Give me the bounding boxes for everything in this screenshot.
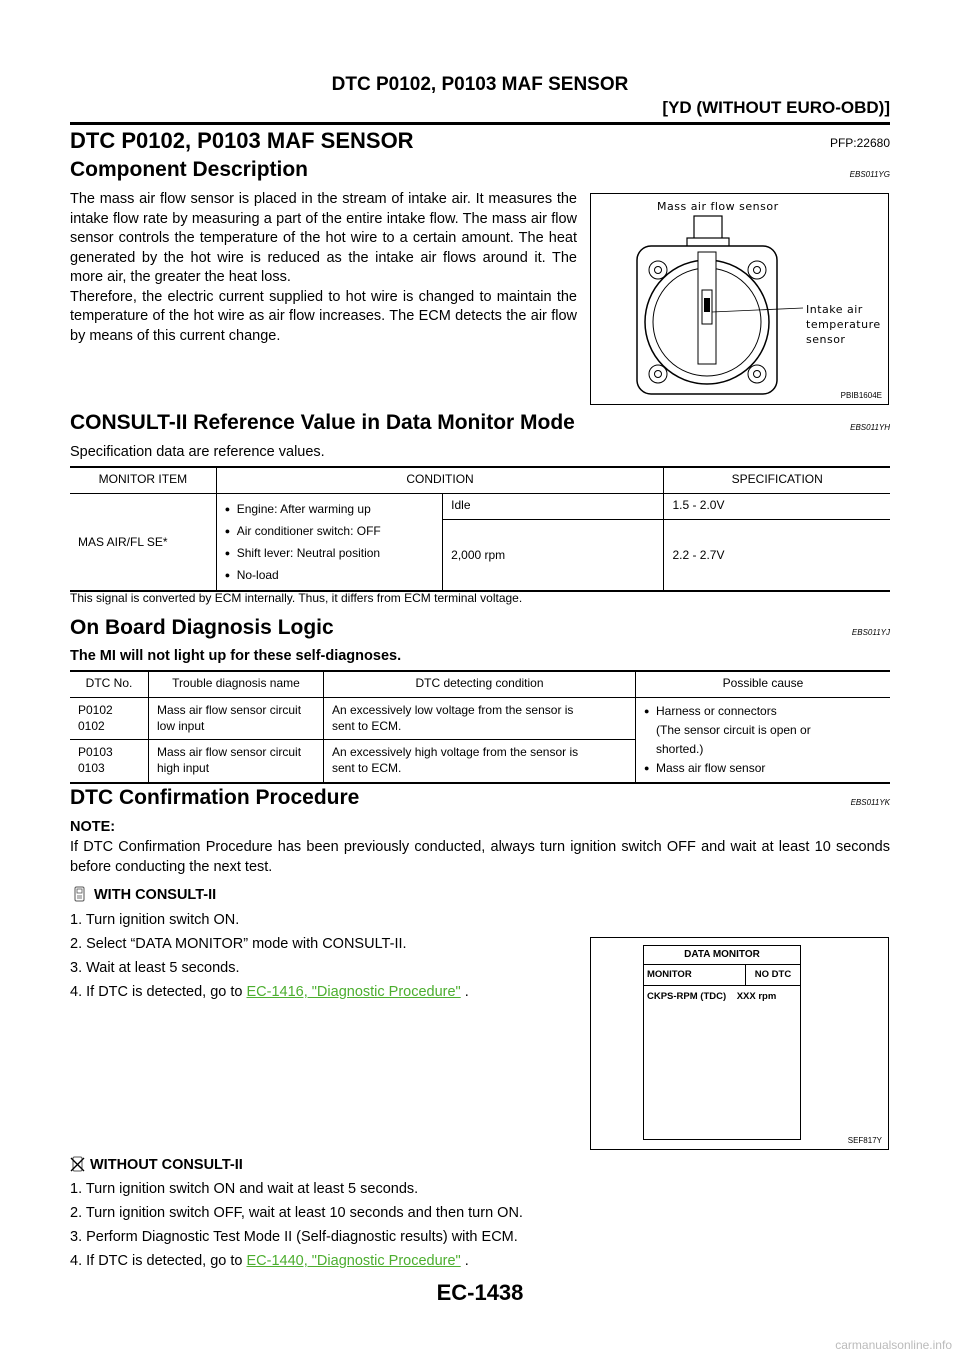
- cond-2000: 2,000 rpm: [443, 519, 664, 591]
- section-title: DTC P0102, P0103 MAF SENSOR: [70, 128, 414, 153]
- col-cond: DTC detecting condition: [324, 671, 636, 697]
- name-p0102-1: Mass air flow sensor circuit: [157, 702, 302, 717]
- component-heading: Component Description: [70, 158, 309, 181]
- cause-maf: ● Mass air flow sensor: [644, 759, 882, 778]
- obd-header-row: [70, 671, 890, 697]
- obd-table: [70, 670, 890, 784]
- dtc-p0103-code: P0103: [78, 744, 113, 759]
- with-consult-label: WITH CONSULT-II: [94, 887, 217, 903]
- component-text-2: Therefore, the electric current supplied to hot wire is changed to maintain the temperature of the hot wire as air flow increases. The ECM detects the air flow by means of this current change.: [70, 288, 577, 344]
- header-subtitle: [YD (WITHOUT EURO-OBD)]: [662, 98, 890, 117]
- spec-idle: 1.5 - 2.0V: [664, 493, 890, 519]
- obd-heading: On Board Diagnosis Logic: [70, 616, 334, 639]
- cond-p0103-1: An excessively high voltage from the sensor is: [332, 744, 579, 759]
- cond-idle: Idle: [443, 493, 664, 519]
- with-step-4-text: 4. If DTC is detected, go to: [70, 984, 247, 1000]
- confirm-code: EBS011YK: [850, 798, 890, 807]
- figure-label-iat-1: Intake air: [806, 303, 863, 316]
- monitor-figure-code: SEF817Y: [847, 1136, 882, 1145]
- dtc-p0103-alt: 0103: [78, 760, 105, 775]
- cond-p0102: [324, 697, 636, 739]
- consult-header-row: [70, 467, 890, 493]
- link-ec-1416[interactable]: EC-1416, "Diagnostic Procedure": [246, 984, 461, 1000]
- obd-note: The MI will not light up for these self-diagnoses.: [70, 648, 402, 664]
- figure-label-iat-2: temperature: [806, 318, 881, 331]
- with-consult-heading: [72, 886, 216, 906]
- with-step-3: 3. Wait at least 5 seconds.: [70, 960, 240, 976]
- col-cause: Possible cause: [722, 676, 804, 690]
- col-monitor-item: MONITOR ITEM: [70, 467, 216, 493]
- cond-p0102-1: An excessively low voltage from the sensor is: [332, 702, 574, 717]
- monitor-col-1: MONITOR: [644, 965, 746, 985]
- cause-harness: ● Harness or connectors: [644, 702, 882, 721]
- with-step-1: 1. Turn ignition switch ON.: [70, 912, 240, 928]
- without-step-4: [70, 1253, 469, 1269]
- consult-heading: CONSULT-II Reference Value in Data Monitor Mode: [70, 411, 575, 434]
- col-specification: SPECIFICATION: [731, 472, 823, 486]
- consult-note: This signal is converted by ECM internally. Thus, it differs from ECM terminal voltage.: [70, 591, 523, 605]
- with-step-4-end: .: [460, 984, 469, 1000]
- obd-code: EBS011YJ: [851, 628, 890, 637]
- monitor-header: [644, 965, 800, 986]
- name-p0103-2: high input: [157, 760, 210, 775]
- monitor-title: DATA MONITOR: [644, 946, 800, 965]
- name-p0103-1: Mass air flow sensor circuit: [157, 744, 302, 759]
- without-consult-label: WITHOUT CONSULT-II: [90, 1157, 243, 1173]
- col-condition: CONDITION: [216, 467, 664, 493]
- without-step-1: 1. Turn ignition switch ON and wait at least 5 seconds.: [70, 1181, 419, 1197]
- dtc-p0102-code: P0102: [78, 702, 113, 717]
- col-name: Trouble diagnosis name: [149, 671, 324, 697]
- without-step-4-text: 4. If DTC is detected, go to: [70, 1253, 247, 1269]
- dtc-p0102-alt: 0102: [78, 718, 105, 733]
- confirm-note: If DTC Confirmation Procedure has been previously conducted, always turn ignition switch OFF and wait at least 10 seconds before conducting the next test.: [70, 839, 890, 875]
- cause-harness-detail: (The sensor circuit is open or: [656, 722, 811, 737]
- cond-p0103: [324, 739, 636, 782]
- with-step-2: 2. Select “DATA MONITOR” mode with CONSULT-II.: [70, 936, 407, 952]
- cause-harness-detail-2: shorted.): [656, 741, 704, 756]
- component-text-1: The mass air flow sensor is placed in the stream of intake air. It measures the intake flow rate by measuring a part of the entire intake flow. The mass air flow sensor controls the temperature of the hot wire to a certain amount. The heat generated by the hot wire is reduced as the intake air flows around it. The more air, the greater the heat loss.: [70, 191, 577, 285]
- component-text: [70, 190, 577, 346]
- consult-table: [70, 466, 890, 592]
- part-number: PFP:22680: [829, 136, 890, 150]
- possible-causes: [636, 697, 891, 783]
- without-step-4-end: .: [460, 1253, 469, 1269]
- maf-sensor-drawing: [591, 194, 888, 404]
- header-title: DTC P0102, P0103 MAF SENSOR: [331, 74, 629, 95]
- watermark: carmanualsonline.info: [835, 1338, 952, 1352]
- name-p0103: [149, 739, 324, 782]
- condition-1: ● Engine: After warming up: [225, 498, 434, 520]
- monitor-item: MAS AIR/FL SE*: [70, 493, 216, 591]
- monitor-row: CKPS-RPM (TDC) XXX rpm: [647, 991, 777, 1002]
- dtc-p0103: [70, 739, 149, 782]
- consult-intro: Specification data are reference values.: [70, 444, 325, 460]
- data-monitor-screen: [643, 945, 801, 1140]
- condition-2: ● Air conditioner switch: OFF: [225, 520, 434, 542]
- data-monitor-figure: [590, 937, 889, 1150]
- link-ec-1440[interactable]: EC-1440, "Diagnostic Procedure": [246, 1253, 461, 1269]
- consult-icon: [72, 886, 88, 902]
- figure-label-maf: Mass air flow sensor: [657, 200, 779, 213]
- obd-row-p0102: [70, 697, 890, 739]
- without-step-3: 3. Perform Diagnostic Test Mode II (Self-diagnostic results) with ECM.: [70, 1229, 518, 1245]
- name-p0102-2: low input: [157, 718, 205, 733]
- name-p0102: [149, 697, 324, 739]
- spec-2000: 2.2 - 2.7V: [672, 547, 725, 562]
- consult-code: EBS011YH: [850, 423, 890, 432]
- consult-row-idle: [70, 493, 890, 519]
- col-dtc: DTC No.: [70, 671, 149, 697]
- no-consult-icon: [70, 1156, 86, 1172]
- without-consult-heading: [70, 1156, 243, 1176]
- header-rule: [70, 122, 890, 125]
- with-step-4: [70, 984, 469, 1000]
- confirm-heading: DTC Confirmation Procedure: [70, 786, 360, 809]
- monitor-col-2: NO DTC: [754, 969, 792, 980]
- without-step-2: 2. Turn ignition switch OFF, wait at least 10 seconds and then turn ON.: [70, 1205, 523, 1221]
- component-code: EBS011YG: [849, 170, 890, 179]
- confirm-note-label: NOTE:: [70, 819, 116, 835]
- cond-p0102-2: sent to ECM.: [332, 718, 402, 733]
- condition-list: [216, 493, 442, 591]
- condition-3: ● Shift lever: Neutral position: [225, 542, 434, 564]
- dtc-p0102: [70, 697, 149, 739]
- cond-p0103-2: sent to ECM.: [332, 760, 402, 775]
- page-number: EC-1438: [436, 1280, 524, 1305]
- maf-sensor-figure: [590, 193, 889, 405]
- figure-label-iat-3: sensor: [806, 333, 846, 346]
- figure-code: PBIB1604E: [840, 391, 882, 400]
- condition-4: ● No-load: [225, 564, 434, 586]
